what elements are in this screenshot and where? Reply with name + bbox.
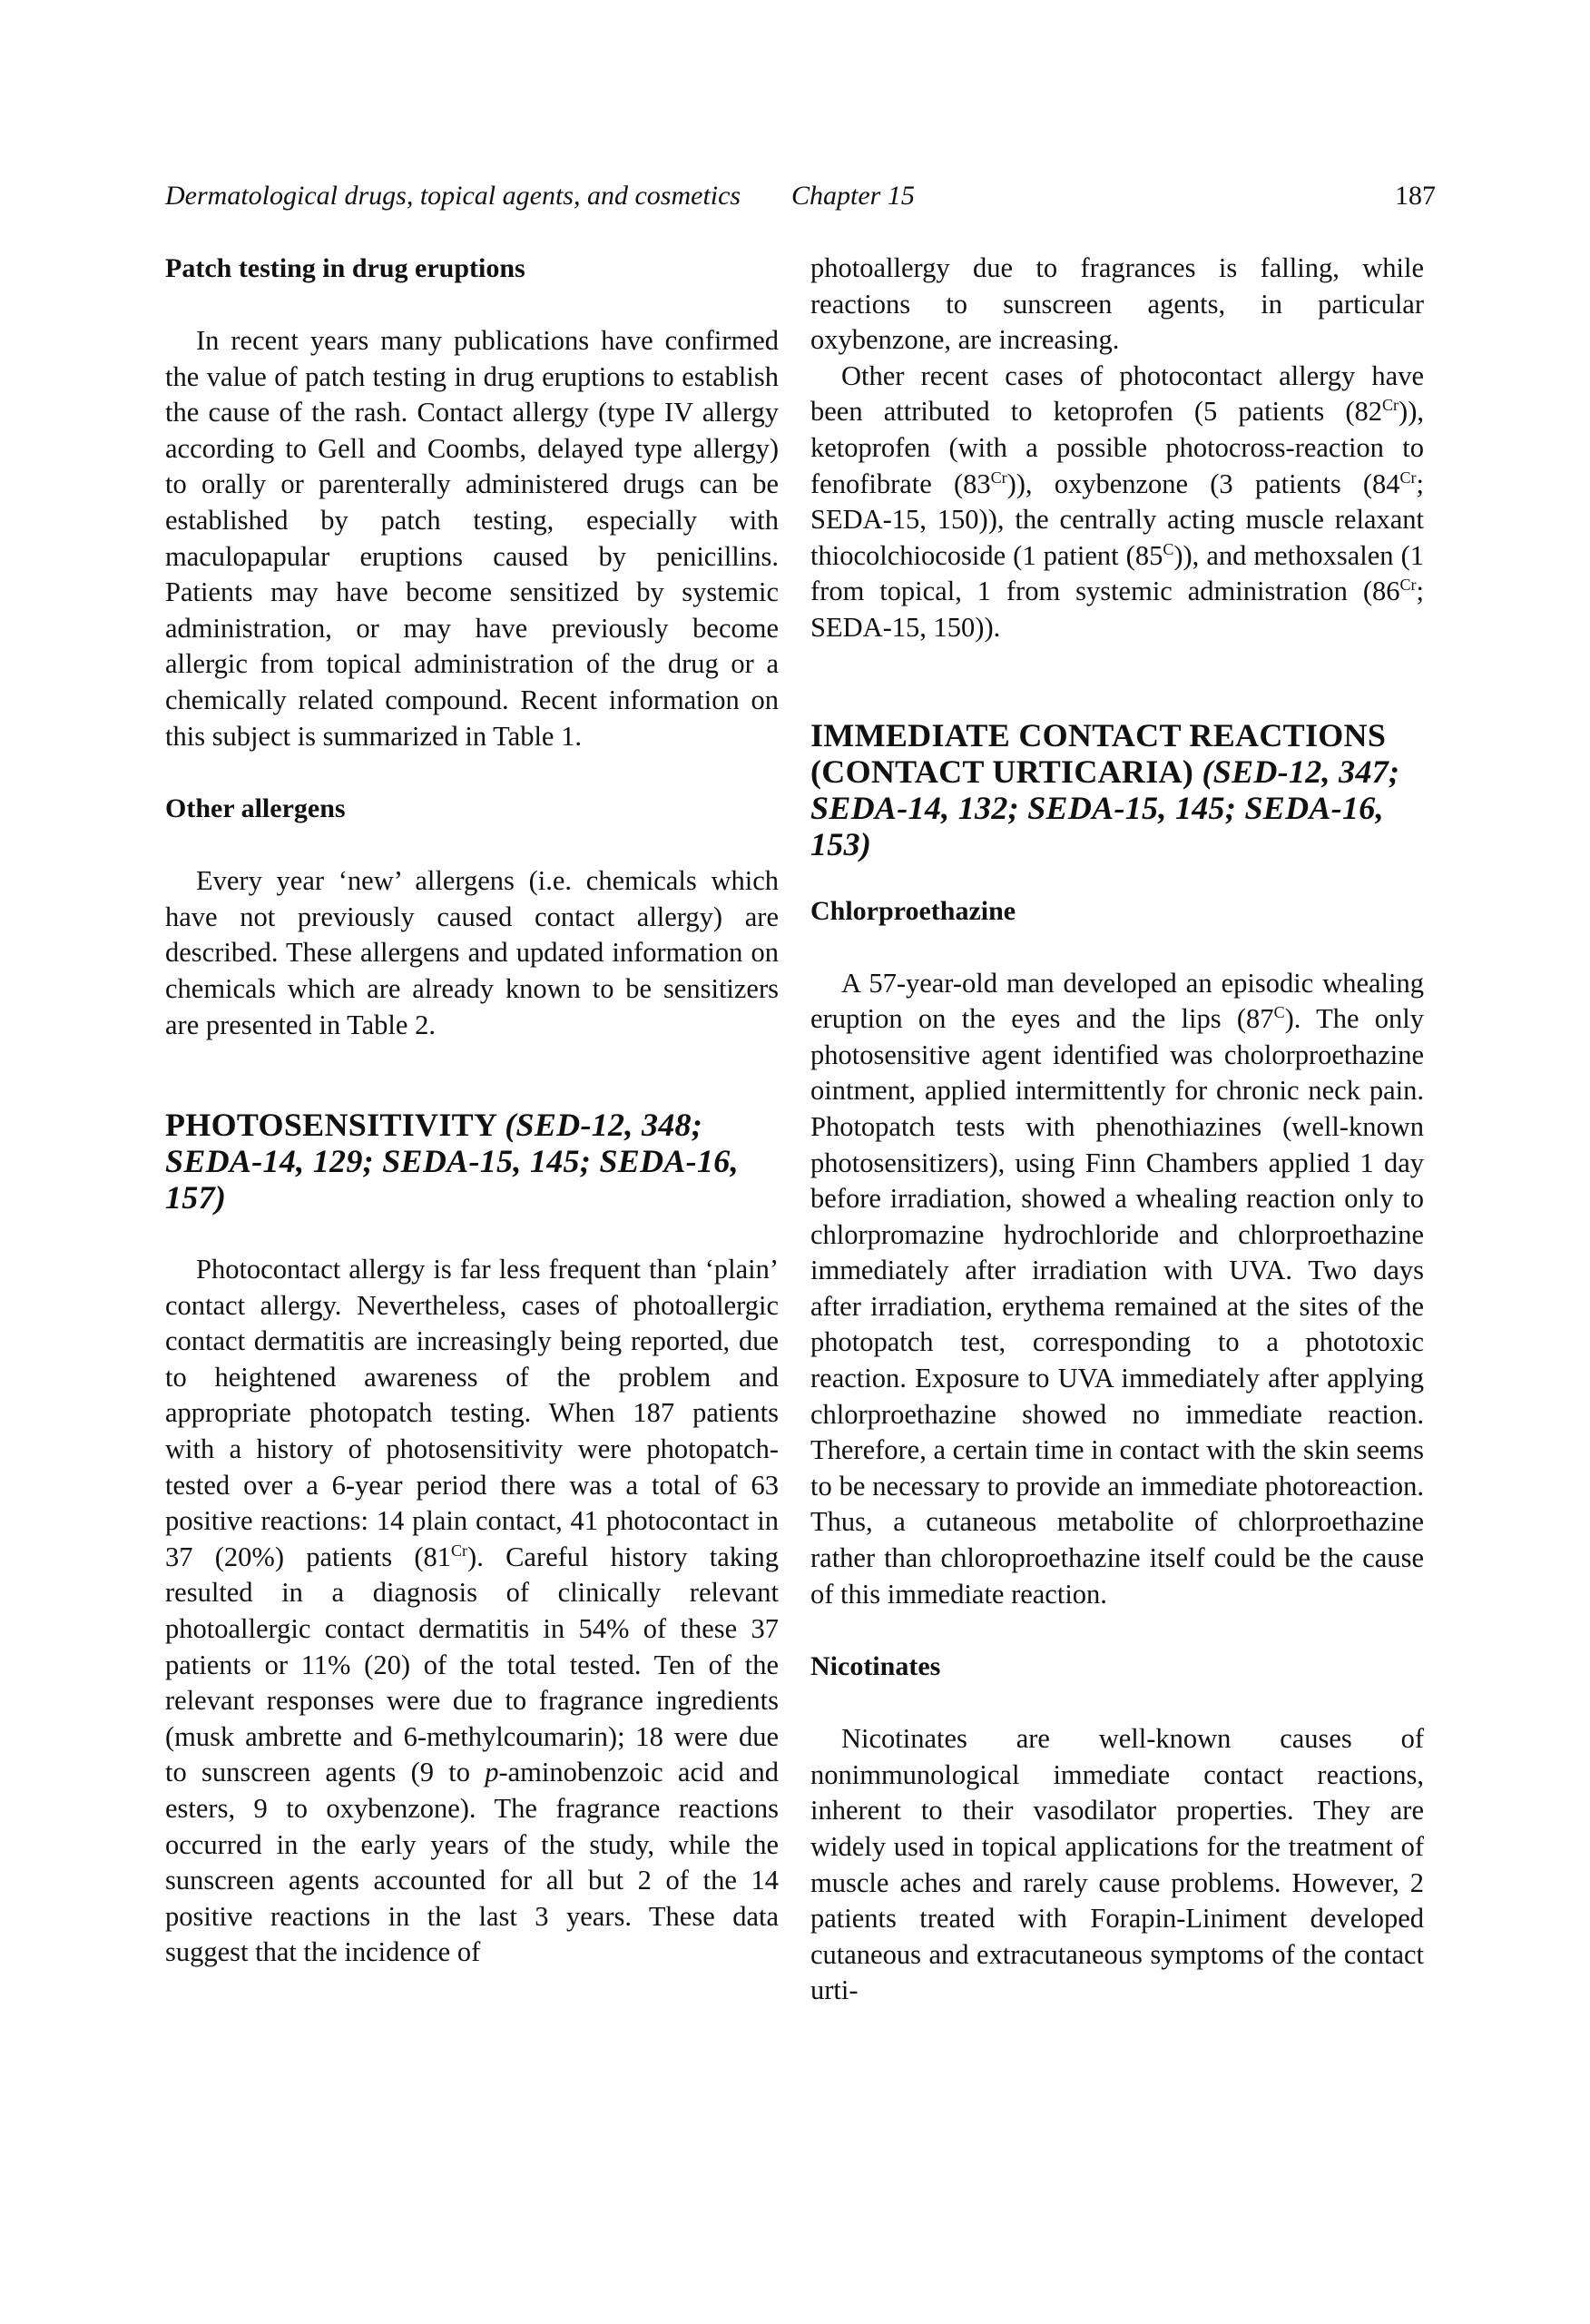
paragraph-photosensitivity [165,1252,779,1971]
heading-photosensitivity [165,1107,779,1216]
heading-immediate-contact [810,717,1424,862]
right-column [810,251,1424,2009]
text-run: ; SEDA-15, 150)). [810,576,1424,643]
heading-patch-testing: Patch testing in drug eruptions [165,253,525,283]
citation-superscript: Cr [990,468,1007,487]
text-run: )), oxybenzone (3 patients (84 [1006,468,1400,499]
text-run: Photocontact allergy is far less frequent than ‘plain’ contact allergy. Nevertheless, cases of photoallergic contact dermatitis are increasingly being reported, due to heightened awareness of the problem and appropriate photopatch testing. When 187 patients with a history of photosensitivity were photopatch-tested over a 6-year period there was a total of 63 positive reactions: 14 plain contact, 41 photocontact in 37 (20%) patients (81 [165,1254,779,1572]
heading-immediate-contact-refs: (SED-12, 347; SEDA-14, 132; SEDA-15, 145; SEDA-16, 153) [810,753,1400,862]
citation-superscript: Cr [1382,396,1399,415]
citation-superscript: Cr [1399,468,1417,487]
paragraph-other-allergens: Every year ‘new’ allergens (i.e. chemicals which have not previously caused contact allergy) are described. These allergens and updated information on chemicals which are already known to be sensitizers are presented in Table 2. [165,865,779,1040]
paragraph-chlorproethazine [810,966,1424,1613]
paragraph-nicotinates: Nicotinates are well-known causes of nonimmunological immediate contact reactions, inherent to their vasodilator properties. They are widely used in topical applications for the treatment of muscle aches and rarely cause problems. However, 2 patients treated with Forapin-Liniment developed cutaneous and extracutaneous symptoms of the contact urti- [810,1723,1424,2006]
heading-immediate-contact-title: IMMEDIATE CONTACT REACTIONS (CONTACT URTICARIA) [810,716,1387,790]
running-head-chapter: Chapter 15 [791,181,915,211]
italic-prefix: p [485,1757,499,1788]
text-run: ; SEDA-15, 150)), the centrally acting muscle relaxant thiocolchiocoside (1 patient (85 [810,468,1424,571]
running-head [165,178,1436,214]
text-run: -aminobenzoic acid and esters, 9 to oxybenzone). The fragrance reactions occurred in the early years of the study, while the sunscreen agents accounted for all but 2 of the 14 positive reactions in the last 3 years. These data suggest that the incidence of [165,1757,779,1968]
paragraph-other-cases [810,359,1424,646]
heading-other-allergens: Other allergens [165,793,346,824]
page-number: 187 [1395,181,1436,211]
left-column [165,251,779,1971]
text-run: )), ketoprofen (with a possible photocross-reaction to fenofibrate (83 [810,396,1424,499]
heading-nicotinates: Nicotinates [810,1651,941,1682]
citation-superscript: Cr [1399,576,1417,595]
text-run: )), and methoxsalen (1 from topical, 1 from systemic administration (86 [810,539,1424,607]
heading-photosensitivity-refs: (SED-12, 348; SEDA-14, 129; SEDA-15, 145; SEDA-16, 157) [165,1107,739,1216]
running-head-title: Dermatological drugs, topical agents, and cosmetics [165,181,741,211]
paragraph-continued: photoallergy due to fragrances is falling, while reactions to sunscreen agents, in particular oxybenzone, are increasing. [810,252,1424,356]
text-run: ). The only photosensitive agent identified was cholorproethazine ointment, applied intermittently for chronic neck pain. Photopatch tests with phenothiazines (well-known photosensitizers), using Finn Chambers applied 1 day before irradiation, showed a whealing reaction only to chlorpromazine hydrochloride and chlorproethazine immediately after irradiation with UVA. Two days after irradiation, erythema remained at the sites of the photopatch test, corresponding to a phototoxic reaction. Exposure to UVA immediately after applying chlorproethazine showed no immediate reaction. Therefore, a certain time in contact with the skin seems to be necessary to provide an immediate photoreaction. Thus, a cutaneous metabolite of chlorproethazine rather than chloroproethazine itself could be the cause of this immediate reaction. [810,1003,1425,1610]
text-run: ). Careful history taking resulted in a diagnosis of clinically relevant photoallergic contact dermatitis in 54% of these 37 patients or 11% (20) of the total tested. Ten of the relevant responses were due to fragrance ingredients (musk ambrette and 6-methylcoumarin); 18 were due to sunscreen agents (9 to [165,1541,780,1788]
paragraph-patch-testing: In recent years many publications have confirmed the value of patch testing in drug eruptions to establish the cause of the rash. Contact allergy (type IV allergy according to Gell and Coombs, delayed type allergy) to orally or parenterally administered drugs can be established by patch testing, especially with maculopapular eruptions caused by penicillins. Patients may have become sensitized by systemic administration, or may have previously become allergic from topical administration of the drug or a chemically related compound. Recent information on this subject is summarized in Table 1. [165,325,779,752]
text-run: A 57-year-old man developed an episodic whealing eruption on the eyes and the lips (87 [810,967,1424,1035]
citation-superscript: C [1273,1002,1285,1021]
citation-superscript: C [1163,539,1174,558]
text-run: Other recent cases of photocontact allergy have been attributed to ketoprofen (5 patients (82 [810,359,1424,428]
heading-chlorproethazine: Chlorproethazine [810,895,1016,926]
citation-superscript: Cr [451,1541,468,1560]
heading-photosensitivity-title: PHOTOSENSITIVITY [165,1107,496,1144]
